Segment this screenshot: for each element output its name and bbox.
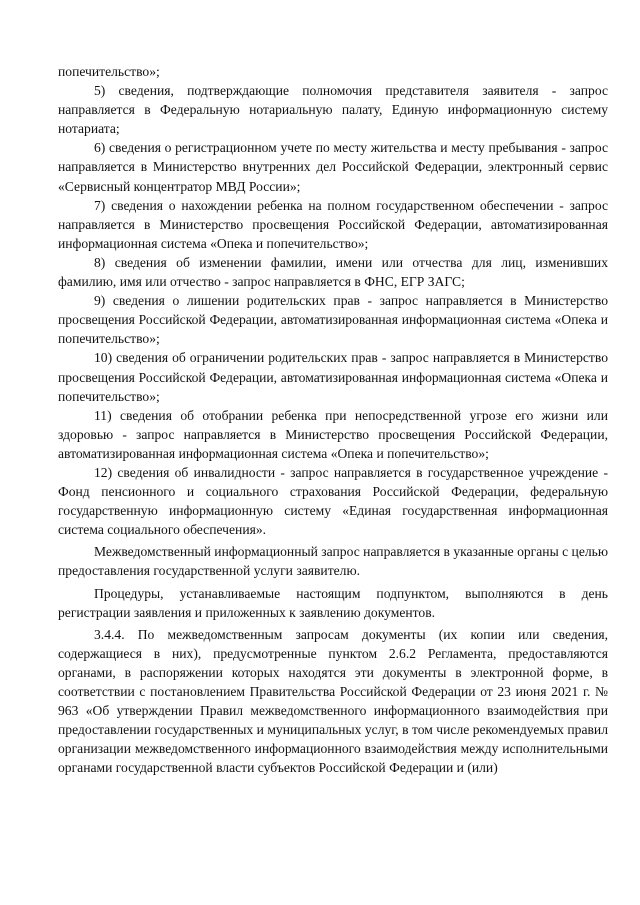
document-body [58, 62, 608, 777]
paragraph-interagency-request: Межведомственный информационный запрос направляется в указанные органы с целью предоставления государственной услуги заявителю. [58, 544, 608, 579]
paragraph-3-4-4: 3.4.4. По межведомственным запросам документы (их копии или сведения, содержащиеся в них), предусмотренные пунктом 2.6.2 Регламента, предоставляются органами, в распоряжении которых находятся эти документы в электронной форме, в соответствии с постановлением Правительства Российской Федерации от 23 июня 2021 г. № 963 «Об утверждении Правил межведомственного информационного взаимодействия при предоставлении государственных и муниципальных услуг, в том числе рекомендуемых правил организации межведомственного информационного взаимодействия между исполнительными органами государственной власти субъектов Российской Федерации и (или) [58, 626, 608, 776]
paragraph-procedures: Процедуры, устанавливаемые настоящим подпунктом, выполняются в день регистрации заявления и приложенных к заявлению документов. [58, 585, 608, 620]
paragraph-item-6: 6) сведения о регистрационном учете по месту жительства и месту пребывания - запрос направляется в Министерство внутренних дел Российской Федерации, электронный сервис «Сервисный концентратор МВД России»; [58, 140, 608, 194]
paragraph-item-9: 9) сведения о лишении родительских прав - запрос направляется в Министерство просвещения Российской Федерации, автоматизированная информационная система «Опека и попечительство»; [58, 293, 608, 347]
paragraph-item-7: 7) сведения о нахождении ребенка на полном государственном обеспечении - запрос направляется в Министерство просвещения Российской Федерации, автоматизированная информационная система «Опека и попечительство»; [58, 197, 608, 251]
paragraph-item-12: 12) сведения об инвалидности - запрос направляется в государственное учреждение - Фонд пенсионного и социального страхования Российской Федерации, федеральную государственную информационную систему «Единая государственная информационная система социального обеспечения». [58, 464, 608, 538]
paragraph-continuation: попечительство»; [58, 64, 160, 79]
paragraph-item-11: 11) сведения об отобрании ребенка при непосредственной угрозе его жизни или здоровью - запрос направляется в Министерство просвещения Российской Федерации, автоматизированная информационная система «Опека и попечительство»; [58, 407, 608, 461]
paragraph-item-10: 10) сведения об ограничении родительских прав - запрос направляется в Министерство просвещения Российской Федерации, автоматизированная информационная система «Опека и попечительство»; [58, 350, 608, 404]
paragraph-item-8: 8) сведения об изменении фамилии, имени или отчества для лиц, изменивших фамилию, имя или отчество - запрос направляется в ФНС, ЕГР ЗАГС; [58, 254, 608, 290]
paragraph-item-5: 5) сведения, подтверждающие полномочия представителя заявителя - запрос направляется в Федеральную нотариальную палату, Единую информационную систему нотариата; [58, 83, 608, 137]
